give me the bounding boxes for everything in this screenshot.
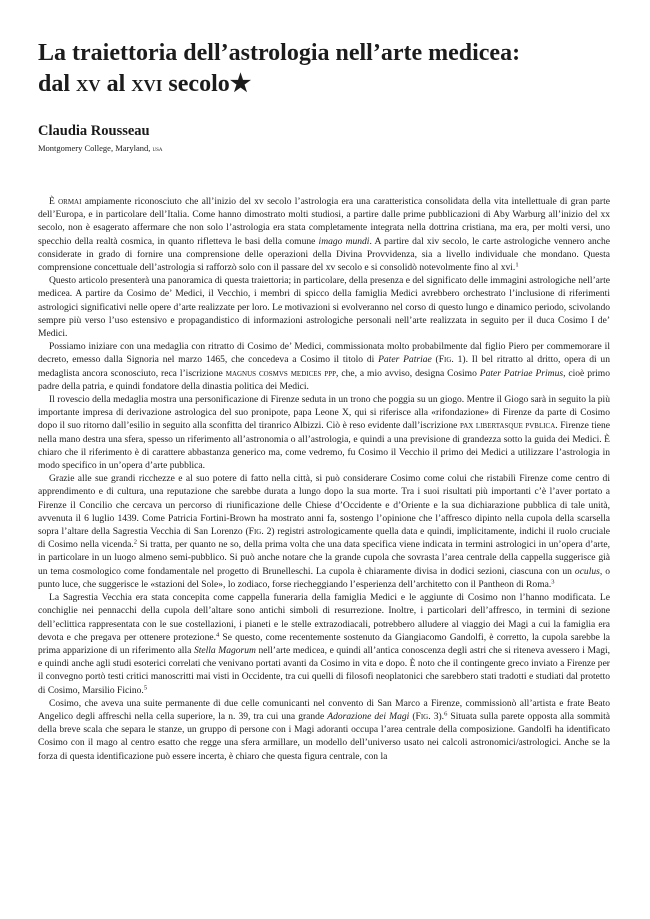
italic-term: Adorazione dei Magi — [327, 710, 410, 722]
text-run: ) registri astrologicamente quella data e quindi, implicitamente, indichi il ruolo cruciale di Cosimo nella vicenda. — [38, 526, 610, 551]
text-run: La Sagrestia Vecchia era stata concepita come cappella funeraria della famiglia Medici e le aggiunte di Cosimo non l’hanno modificata. Le conchiglie nei pennacchi della cupola dell’altare sono antichi simboli di resurrezione. Inoltre, i particolari dell’affresco, in termini di sezione dell’eclittica rappresentata con le sue costellazioni, i pianeti e le stelle extrazodiacali, potrebbero alludere al viaggio dei Magi a cui la famiglia era devota e che pregava per ottenere protezione. — [38, 592, 610, 643]
text-run: Grazie alle sue grandi ricchezze e al suo potere di fatto nella città, si può considerare Cosimo come colui che ristabilì Firenze come centro di apprendimento e di cultura, una reputazione che sarebbe durata a lungo dopo la sua morte. Tra i suoi risultati più importanti c’è l’aver portato a Firenze il Concilio che cercava un percorso di riunificazione delle Chiese d’Occidente e d’Oriente e la sua dichiarazione pubblica di tale unità, avvenuta il 6 luglio 1439. Come Patricia Fortini-Brown ha mostrato anni fa, sostengo l’opinione che l’affresco dipinto nella cupola della scarsella sopra l’altare della Sagrestia Vecchia di San Lorenzo ( — [38, 473, 610, 538]
text-run: , cioè primo padre della patria, e quindi fondatore della dinastia politica dei Medici. — [38, 367, 610, 392]
paragraph — [38, 274, 610, 340]
italic-term: oculus — [574, 565, 600, 577]
paragraph — [38, 340, 610, 393]
article-title — [38, 38, 610, 100]
text-run: ( — [409, 710, 416, 722]
text-run: Si tratta, per quanto ne so, della prima volta che una data specifica viene indicata in termini astrologici in un’opera d’arte, in particolare in un luogo almeno semi-pubblico. Si può anche notare che la grande cupola che sovrasta l’area centrale della cappella suggerisce già un tema cosmologico come fondamentale nel progetto di Brunelleschi. La cupola è chiaramente divisa in dodici sezioni, ciascuna con un — [38, 539, 611, 577]
figure-ref[interactable]: Fig. 1 — [438, 354, 463, 366]
title-roman-numeral: xvi — [131, 71, 163, 97]
italic-term: Pater Patriae Primus — [479, 367, 564, 379]
affiliation-text: Montgomery College, Maryland, — [38, 143, 153, 153]
text-run: Situata sulla parete opposta alla sommità della breve scala che separa le stanze, un gruppo di persone con i Magi adoranti occupa l’area centrale della composizione. Gandolfi ha identificato Cosimo con il mago al centro esatto che regge una sfera armillare, un modello dell’universo usato nei calcoli astronomici/astrologici. Anche se la forza di questa identificazione può essere incerta, è chiaro che questa figura centrale, con la — [38, 710, 611, 762]
article-body — [38, 195, 610, 763]
title-text: dal — [38, 71, 77, 97]
text-run: ampiamente riconosciuto che all’inizio del xv secolo l’astrologia era una caratteristica consolidata della vita intellettuale di gran parte dell’Europa, e in particolare dell’Italia. Come hanno dimostrato molti studiosi, a partire dalle prime pubblicazioni di Aby Warburg all’inizio del xx secolo, non è esagerato affermare che non solo l’astrologia era stata completamente integrata nella dottrina cristiana, ma era, per molti versi, uno specchio della realtà cosmica, in quanto rifletteva le basi della comune — [38, 196, 610, 247]
paragraph — [38, 472, 610, 591]
footnote-ref[interactable]: 5 — [143, 684, 148, 692]
text-run: , che, a mio avviso, designa Cosimo — [336, 367, 480, 379]
text-run: ). Il bel ritratto al dritto, opera di un medaglista ancora sconosciuto, reca l’iscrizione — [38, 354, 610, 379]
italic-term: Pater Patriae — [378, 354, 432, 366]
figure-ref[interactable]: Fig. 3 — [415, 710, 439, 722]
text-run: ). — [438, 710, 445, 722]
title-line-2 — [38, 71, 251, 97]
title-roman-numeral: xv — [76, 71, 101, 97]
inscription: pax libertasque pvblica — [459, 420, 556, 432]
affiliation-country: usa — [152, 144, 163, 153]
footnote-ref[interactable]: 6 — [444, 710, 448, 718]
author-affiliation — [38, 142, 610, 155]
title-text: al — [100, 71, 132, 97]
italic-term: imago mundi — [318, 235, 370, 247]
title-line-1: La traiettoria dell’astrologia nell’arte medicea: — [38, 40, 521, 66]
text-run: . Firenze tiene nella mano destra una sfera, spesso un riferimento all’astronomia o all’astrologia, e quindi a una previsione di grandezza sotto la guida dei Medici. È chiaro che il riferimento è di carattere abbastanza generico ma, come vedremo, fu Cosimo il Vecchio il primo dei Medici a utilizzare l’astrologia in modo specifico in un’opera d’arte pubblica. — [38, 420, 610, 472]
text-run: Cosimo, che aveva una suite permanente di due celle comunicanti nel convento di San Marco a Firenze, commissionò all’artista e frate Beato Angelico degli affreschi nella cella superiore, la n. 39, tra cui una grande — [38, 697, 610, 722]
text-run: Il rovescio della medaglia mostra una personificazione di Firenze seduta in un trono che poggia su un giogo. Mentre il Giogo sarà in seguito la più importante impresa di derivazione astrologica del suo pronipote, papa Leone X, qui si riferisce alla «rifondazione» di Firenze da parte di Cosimo dopo il suo ritorno dall’esilio in seguito alla sconfitta del tiranrico Albizzi. Ciò è reso evidente dall’iscrizione — [38, 394, 610, 432]
text-run: ( — [431, 354, 439, 366]
inscription: magnus cosmvs medices ppp — [225, 367, 337, 379]
paragraph — [38, 393, 610, 472]
footnote-ref[interactable]: 2 — [133, 538, 138, 546]
italic-term: Stella Magorum — [193, 644, 256, 656]
footnote-ref[interactable]: 3 — [551, 578, 555, 586]
text-run: . A partire dal xiv secolo, le carte astrologiche vennero anche considerate in grado di fornire una comprensione delle operazioni della Divina Provvidenza, sia a livello individuale che mondano. Questa comprensione concettuale dell’astrologia si rafforzò solo con il passare del xv secolo e si consolidò notevolmente fino al xvi. — [38, 235, 610, 274]
footnote-ref[interactable]: 1 — [515, 261, 519, 269]
text-run: nell’arte medicea, e quindi all’antica conoscenza degli astri che si riteneva avessero i Magi, e quindi anche agli studi esoterici correlati che venivano portati avanti da Cosimo in vita e dopo. È noto che il contingente greco inviato a Firenze per il convegno portò testi critici manoscritti mai visti in Occidente, tra cui quelli di filosofi neoplatonici che sarebbero stati tradotti e studiati dal protetto di Cosimo, Marsilio Ficino. — [38, 644, 611, 696]
paragraph — [38, 591, 610, 697]
text-run: , o punto luce, che suggerisce le «stazioni del Sole», lo zodiaco, forse riecheggiando l’esperienza dell’architetto con il Pantheon di Roma. — [38, 565, 611, 590]
title-text: secolo — [162, 71, 230, 97]
paragraph — [38, 195, 610, 274]
text-run: Questo articolo presenterà una panoramica di questa traiettoria; in particolare, della presenza e del significato delle immagini astrologiche nell’arte medicea. A partire da Cosimo de’ Medici, il Vecchio, i membri di spicco della famiglia Medici avrebbero orchestrato l’inclusione di riferimenti astrologici significativi nelle opere d’arte realizzate per loro. Le motivazioni si evolveranno nel corso di questo lungo e dinamico periodo, scivolando sempre più verso l’uso estensivo e propagandistico di informazioni astrologiche personali nell’arte realizzata in seguito per il duca Cosimo I de’ Medici. — [38, 275, 610, 340]
text-run: Possiamo iniziare con una medaglia con ritratto di Cosimo de’ Medici, commissionata molto probabilmente dal figlio Piero per commemorare il decreto, emesso dalla Signoria nel marzo 1465, che concedeva a Cosimo il titolo di — [38, 341, 610, 366]
paragraph — [38, 697, 610, 763]
footnote-ref[interactable]: 4 — [215, 631, 220, 639]
figure-ref[interactable]: Fig. 2 — [248, 526, 272, 538]
author-name: Claudia Rousseau — [38, 123, 150, 139]
text-run: Se questo, come recentemente sostenuto da Giangiacomo Gandolfi, è corretto, la cupola sarebbe la prima apparizione di un riferimento alla — [38, 631, 610, 656]
drop-lead: È ormai — [49, 196, 82, 207]
title-star-icon: ★ — [229, 71, 252, 97]
